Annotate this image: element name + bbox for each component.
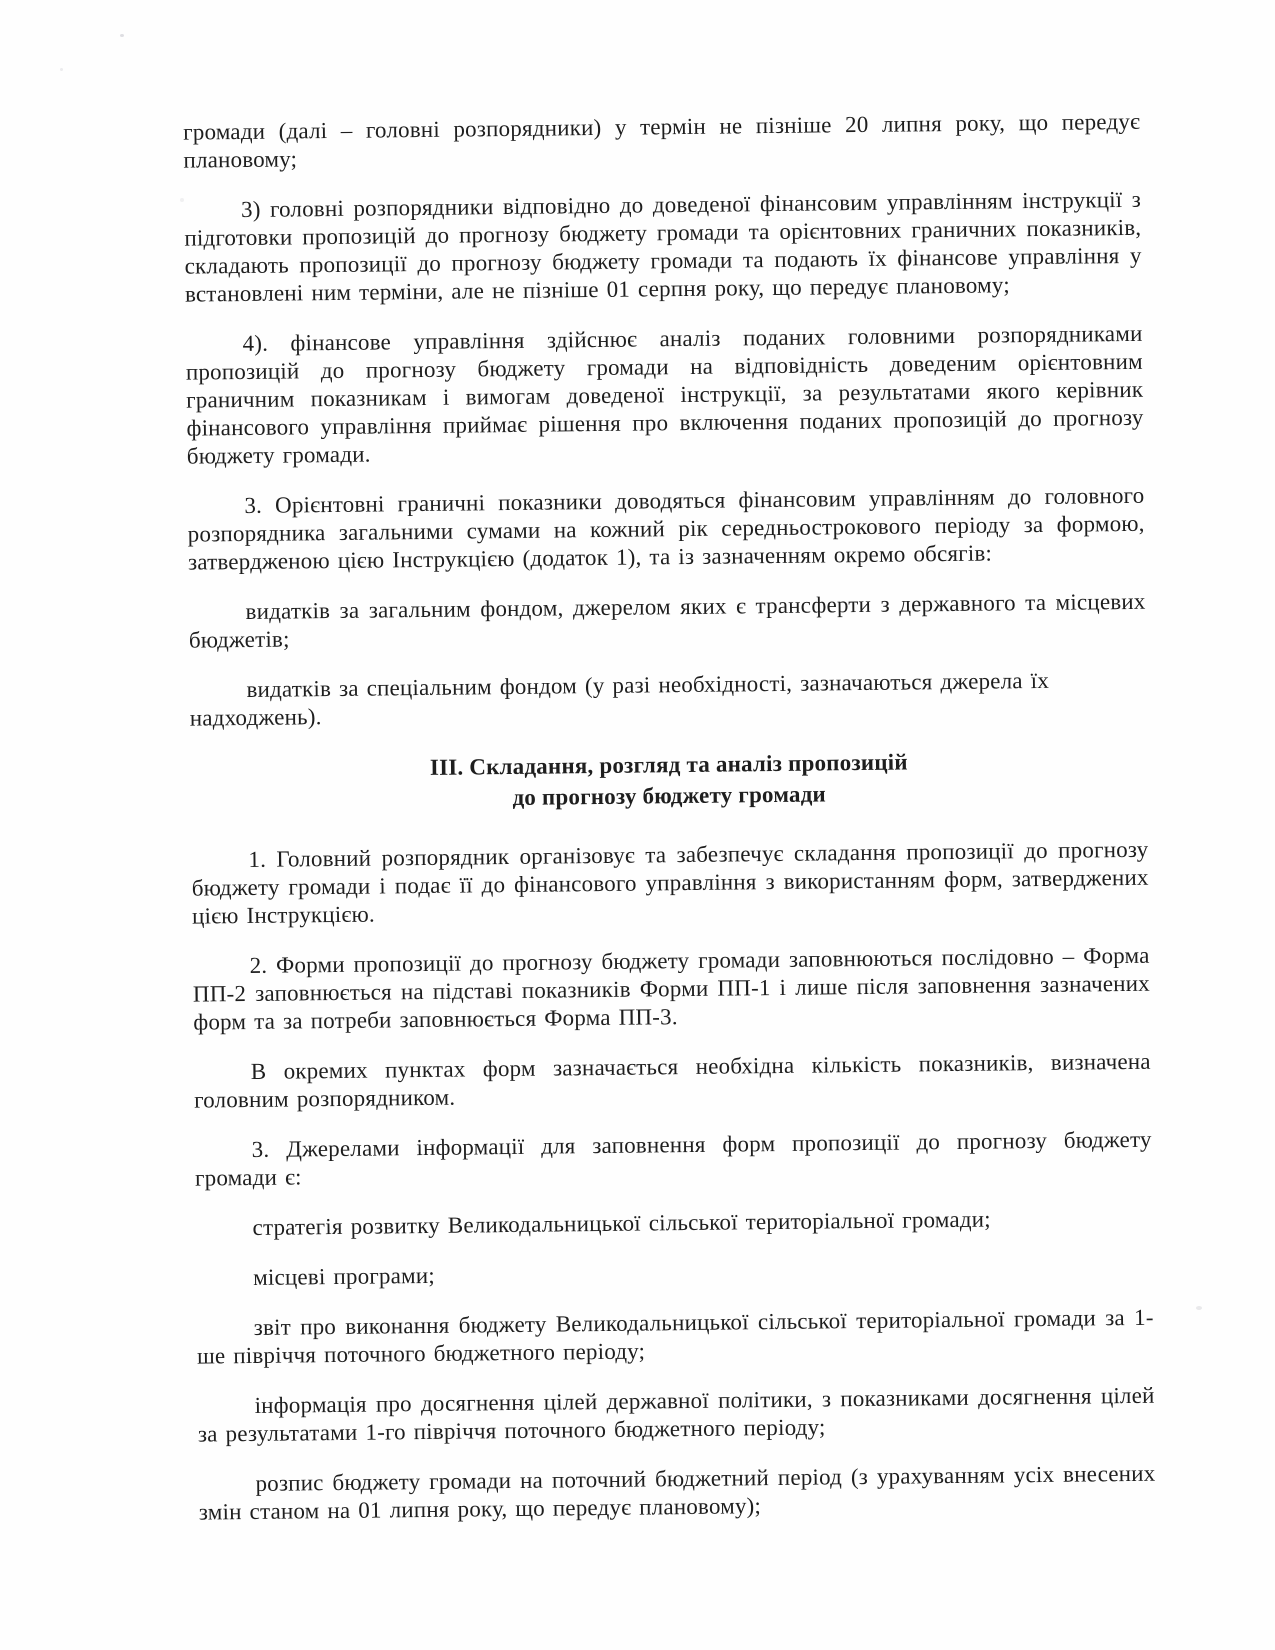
scan-artifact <box>60 68 63 71</box>
section-heading <box>190 744 1148 817</box>
paragraph-source-strategy: стратегія розвитку Великодальницької сільської територіальної громади; <box>252 1206 991 1240</box>
paragraph-forms-note: В окремих пунктах форм зазначається необхідна кількість показників, визначена головним розпорядником. <box>193 1048 1151 1113</box>
paragraph-continuation: громади (далі – головні розпорядники) у термін не пізніше 20 липня року, що передує плановому; <box>183 108 1141 173</box>
paragraph-source-budget-report: звіт про виконання бюджету Великодальницької сільської територіальної громади за 1-ше півріччя поточного бюджетного періоду; <box>196 1304 1154 1369</box>
paragraph-general-fund: видатків за загальним фондом, джерелом яких є трансферти з державного та місцевих бюджетів; <box>188 588 1146 653</box>
paragraph-special-fund: видатків за спеціальним фондом (у разі необхідності, зазначаються джерела їх надходжень). <box>189 667 1050 731</box>
paragraph-section3-point3: 3. Джерелами інформації для заповнення форм пропозиції до прогнозу бюджету громади є: <box>194 1126 1152 1191</box>
paragraph-source-policy-goals: інформація про досягнення цілей державної політики, з показниками досягнення цілей за результатами 1-го півріччя поточного бюджетного періоду; <box>197 1382 1155 1447</box>
paragraph-item-4: 4). фінансове управління здійснює аналіз поданих головними розпорядниками пропозицій до прогнозу бюджету громади на відповідність доведеним орієнтовним граничним показникам і вимогам доведеної інструкції, за результатами якого керівник фінансового управління приймає рішення про включення поданих пропозицій до прогнозу бюджету громади. <box>185 320 1144 469</box>
section-heading-line2: до прогнозу бюджету громади <box>512 781 827 810</box>
document-text-block <box>183 108 1156 1549</box>
paragraph-source-budget-rozpys: розпис бюджету громади на поточний бюджетний період (з урахуванням усіх внесених змін станом на 01 липня року, що передує плановому); <box>198 1460 1156 1525</box>
paragraph-section3-point1: 1. Головний розпорядник організовує та забезпечує складання пропозиції до прогнозу бюджету громади і подає її до фінансового управління з використанням форм, затверджених цією Інструкцією. <box>191 836 1149 929</box>
section-heading-line1: III. Складання, розгляд та аналіз пропозицій <box>429 749 908 780</box>
paragraph-source-local-programs: місцеві програми; <box>253 1262 436 1290</box>
paragraph-point-3: 3. Орієнтовні граничні показники доводяться фінансовим управлінням до головного розпорядника загальними сумами на кожний рік середньострокового періоду за формою, затвердженою цією Інструкцією (додаток 1), та із зазначенням окремо обсягів: <box>187 482 1145 575</box>
paragraph-section3-point2: 2. Форми пропозиції до прогнозу бюджету громади заповнюються послідовно – Форма ПП-2 заповнюється на підставі показників Форми ПП-1 і лише після заповнення зазначених форм та за потреби заповнюється Форма ПП-3. <box>192 942 1151 1035</box>
scan-artifact <box>1196 1306 1202 1310</box>
paragraph-item-3: 3) головні розпорядники відповідно до доведеної фінансовим управлінням інструкції з підготовки пропозицій до прогнозу бюджету громади та орієнтовних граничних показників, складають пропозиції до прогнозу бюджету громади та подають їх фінансове управління у встановлені ним терміни, але не пізніше 01 серпня року, що передує плановому; <box>184 186 1142 307</box>
scan-artifact <box>120 34 124 37</box>
